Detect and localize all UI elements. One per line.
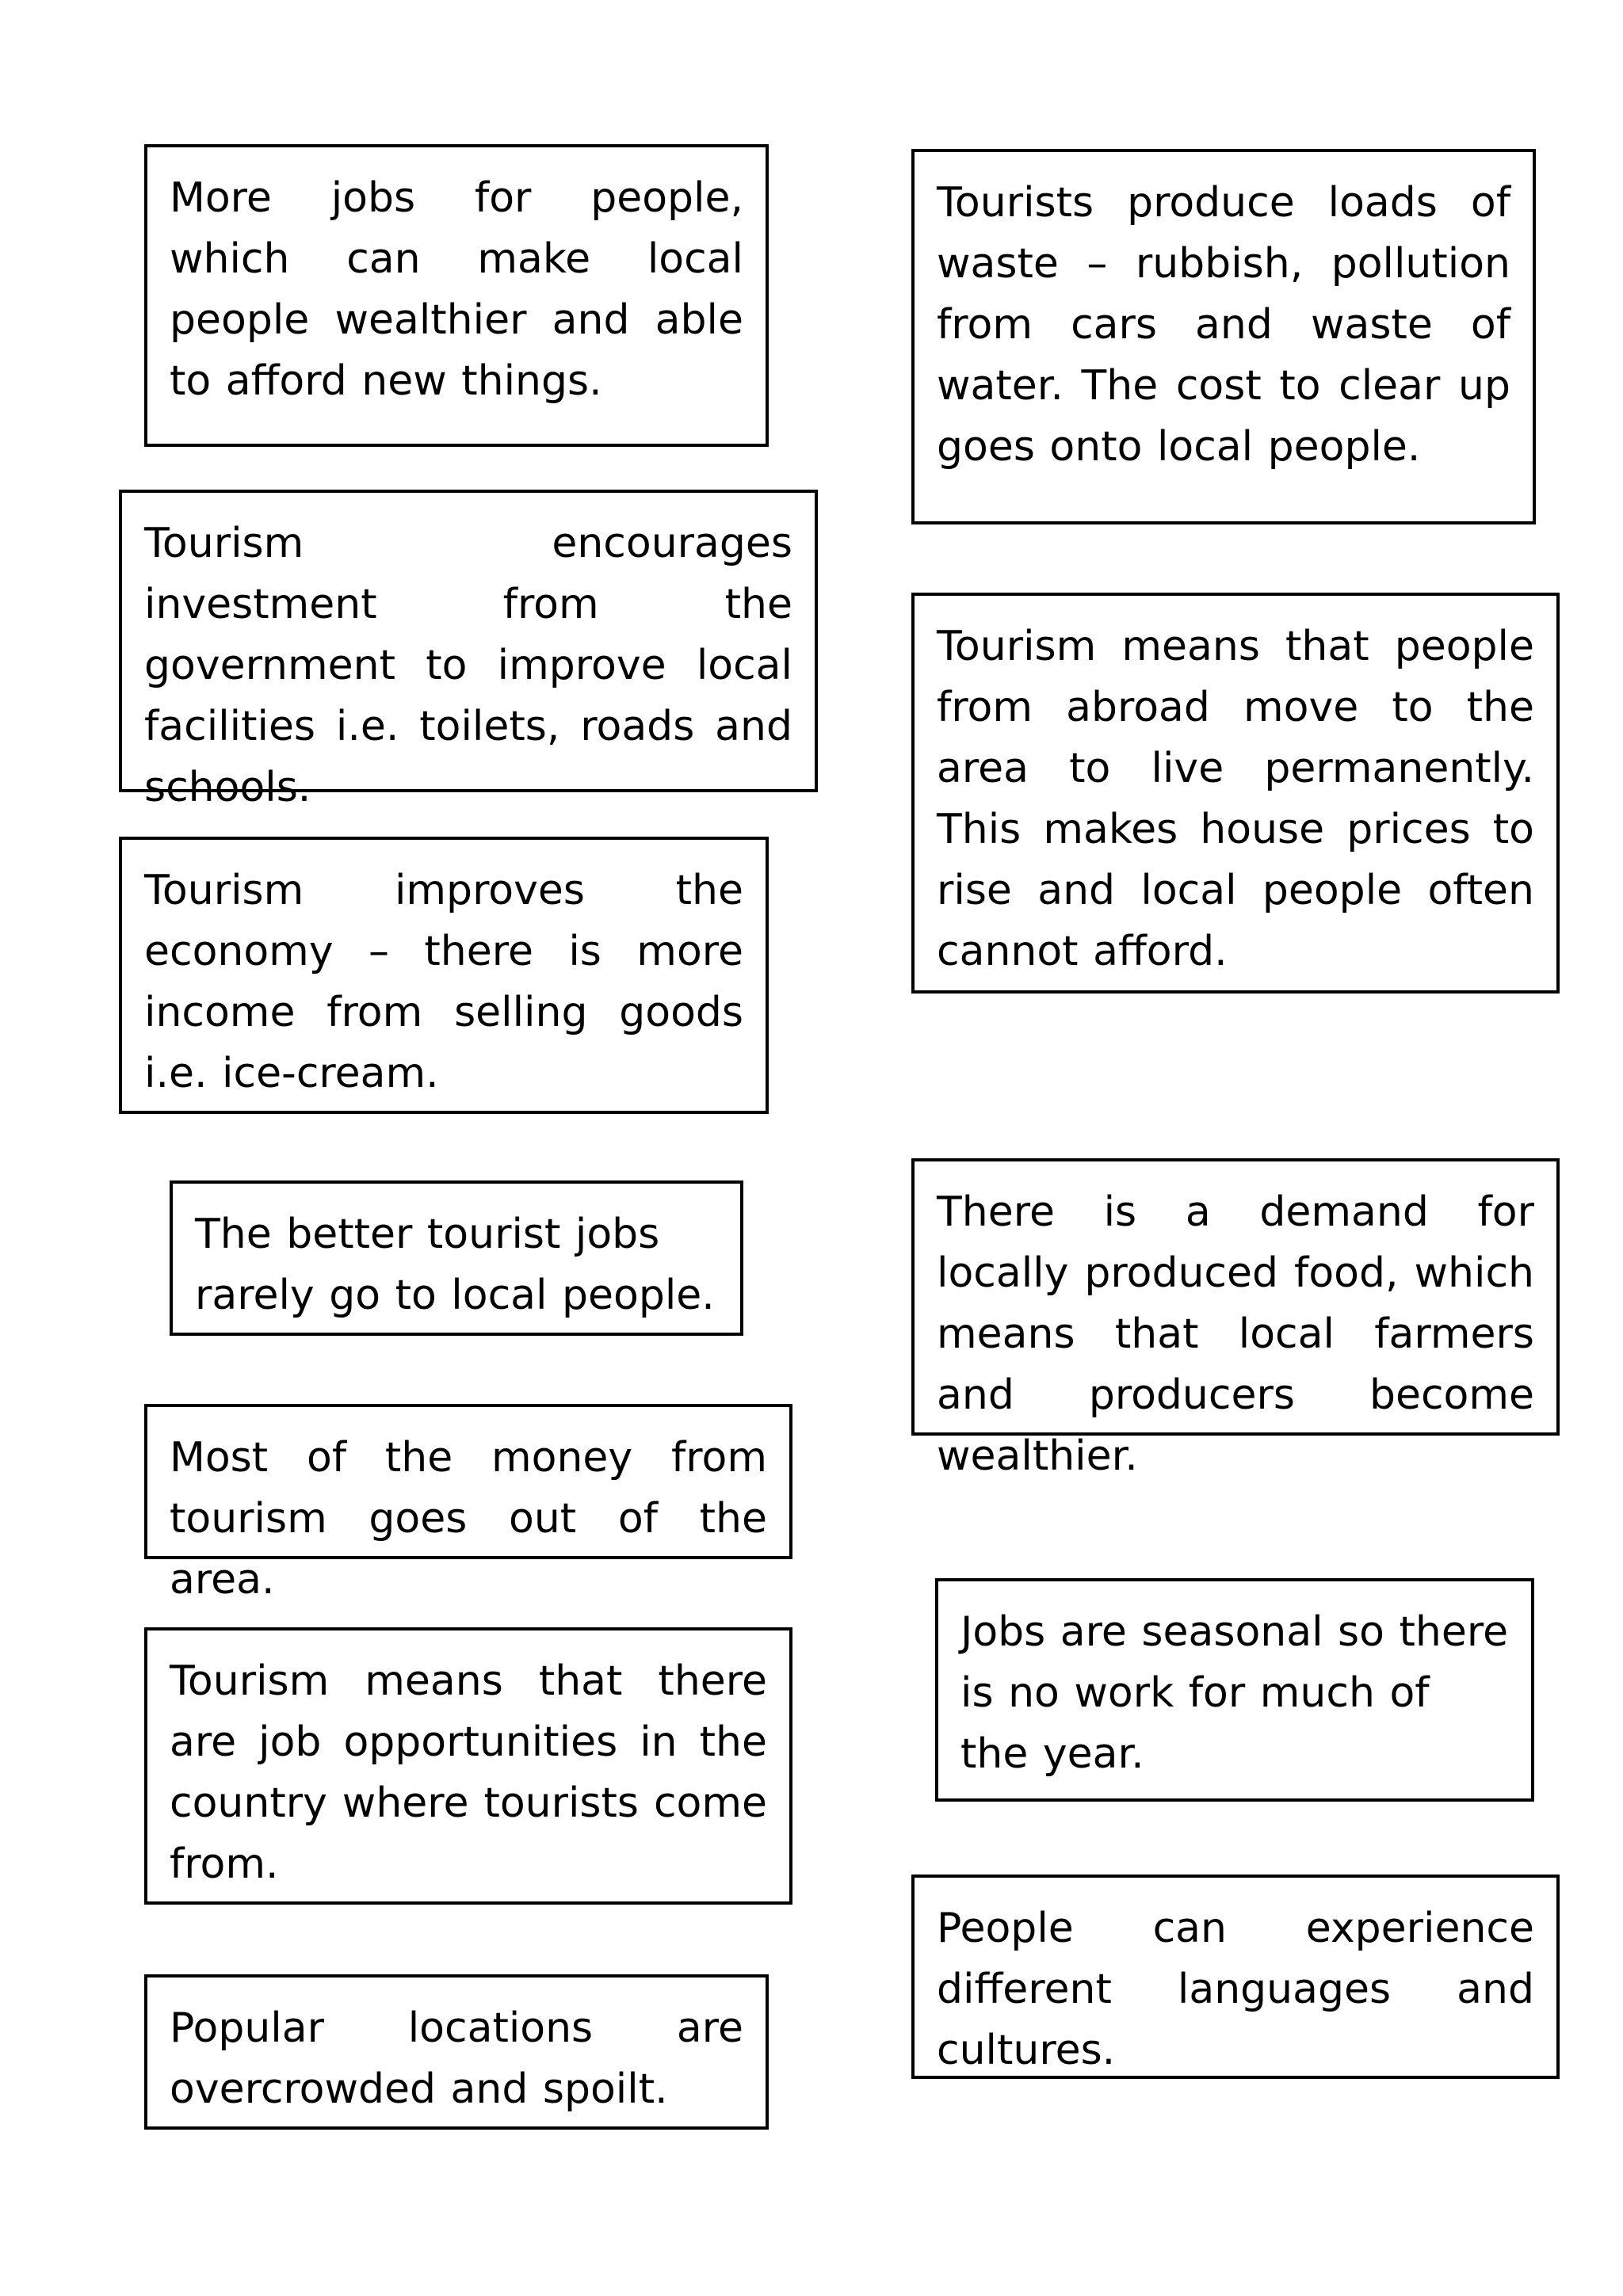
card-text: Most of the money from tourism goes out of the area. [170, 1434, 767, 1604]
statement-card-economy [119, 837, 769, 1114]
statement-card-tourist-waste [911, 149, 1536, 524]
statement-card-overcrowded [144, 1974, 769, 2130]
statement-card-job-opportunities-abroad [144, 1627, 792, 1905]
card-text: Tourism means that there are job opportunities in the country where tourists come from. [170, 1657, 767, 1888]
card-text: Jobs are seasonal so there is no work for much of the year. [960, 1608, 1509, 1778]
card-text: Tourism encourages investment from the government to improve local facilities i.e. toilets, roads and schools. [144, 520, 792, 811]
card-text: Popular locations are overcrowded and spoilt. [170, 2004, 743, 2113]
statement-card-local-food [911, 1158, 1560, 1480]
statement-card-better-jobs [170, 1180, 743, 1336]
statement-card-government-investment [119, 490, 818, 811]
card-text: There is a demand for locally produced food, which means that local farmers and producers become wealthier. [937, 1188, 1534, 1480]
card-text: More jobs for people, which can make local people wealthier and able to afford new things. [170, 174, 743, 405]
statement-card-languages-cultures [911, 1875, 1560, 2079]
statement-card-more-jobs [144, 144, 769, 447]
statement-card-money-out [144, 1404, 792, 1604]
card-text: Tourism means that people from abroad move to the area to live permanently. This makes house prices to rise and local people often cannot afford. [937, 623, 1534, 975]
card-text: Tourists produce loads of waste – rubbish, pollution from cars and waste of water. The cost to clear up goes onto local people. [937, 179, 1510, 471]
card-text: Tourism improves the economy – there is more income from selling goods i.e. ice-cream. [144, 867, 743, 1097]
statement-card-seasonal-jobs [935, 1578, 1534, 1802]
card-text: The better tourist jobs rarely go to local people. [195, 1211, 715, 1319]
card-text: People can experience different languages and cultures. [937, 1905, 1534, 2074]
statement-card-house-prices [911, 593, 1560, 994]
